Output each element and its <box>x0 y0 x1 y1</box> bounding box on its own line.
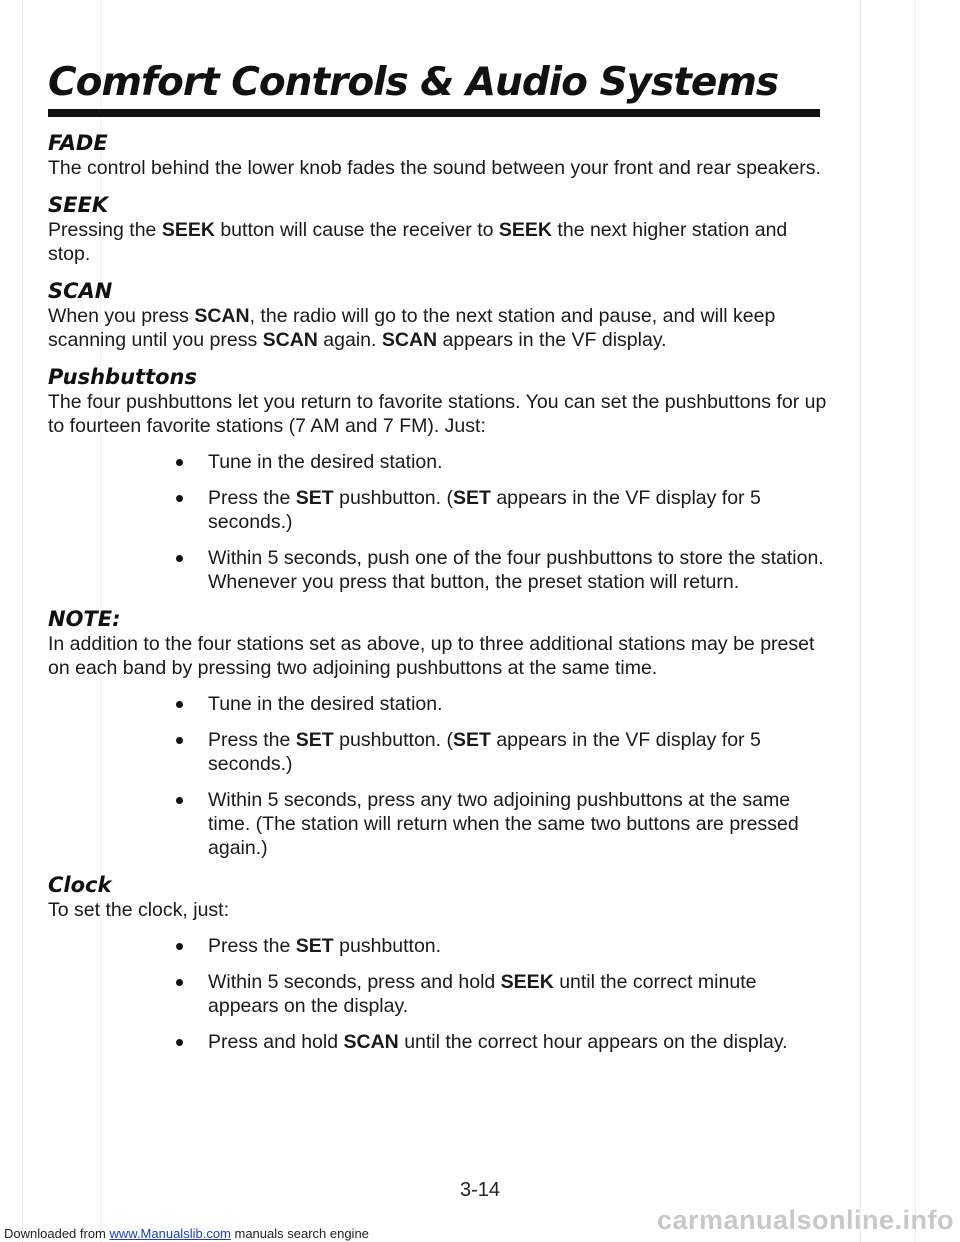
fade-paragraph: The control behind the lower knob fades the sound between your front and rear speakers. <box>48 157 821 179</box>
list-item: Press the SET pushbutton. <box>176 934 828 958</box>
list-item: Press the SET pushbutton. (SET appears in the VF display for 5 seconds.) <box>176 728 828 776</box>
note-paragraph: In addition to the four stations set as above, up to three additional stations may be preset on each band by pressing two adjoining pushbuttons at the same time. <box>48 633 815 679</box>
page-title: Comfort Controls & Audio Systems <box>48 60 779 105</box>
clock-steps <box>48 934 828 1054</box>
list-item: Press and hold SCAN until the correct hour appears on the display. <box>176 1030 828 1054</box>
note-steps <box>48 692 828 860</box>
page-number: 3-14 <box>459 1179 501 1201</box>
section-heading-pushbuttons: Pushbuttons <box>48 365 197 389</box>
seek-paragraph: Pressing the SEEK button will cause the receiver to SEEK the next higher station and stop. <box>48 219 788 265</box>
list-item: Tune in the desired station. <box>176 692 828 716</box>
list-item: Tune in the desired station. <box>176 450 828 474</box>
section-heading-scan: SCAN <box>48 279 113 303</box>
page-content <box>48 130 828 1066</box>
list-item: Within 5 seconds, push one of the four pushbuttons to store the station. Whenever you press that button, the preset station will return. <box>176 546 828 594</box>
title-rule <box>48 109 820 117</box>
scan-paragraph: When you press SCAN, the radio will go to the next station and pause, and will keep scanning until you press SCAN again. SCAN appears in the VF display. <box>48 305 776 351</box>
clock-paragraph: To set the clock, just: <box>48 899 229 921</box>
manualslib-link[interactable]: www.Manualslib.com <box>109 1226 231 1241</box>
download-footer: Downloaded from www.Manualslib.com manuals search engine <box>4 1226 369 1241</box>
list-item: Within 5 seconds, press and hold SEEK until the correct minute appears on the display. <box>176 970 828 1018</box>
list-item: Press the SET pushbutton. (SET appears in the VF display for 5 seconds.) <box>176 486 828 534</box>
pushbuttons-steps <box>48 450 828 594</box>
page-edge-line <box>22 0 23 1242</box>
watermark: carmanualsonline.info <box>656 1205 954 1235</box>
list-item: Within 5 seconds, press any two adjoining pushbuttons at the same time. (The station will return when the same two buttons are pressed again.) <box>176 788 828 860</box>
page-edge-line <box>915 0 916 1242</box>
page-edge-line <box>860 0 861 1242</box>
section-heading-fade: FADE <box>48 131 108 155</box>
section-heading-clock: Clock <box>48 873 112 897</box>
pushbuttons-paragraph: The four pushbuttons let you return to favorite stations. You can set the pushbuttons for up to fourteen favorite stations (7 AM and 7 FM). Just: <box>48 391 827 437</box>
section-heading-note: NOTE: <box>48 607 121 631</box>
section-heading-seek: SEEK <box>48 193 109 217</box>
